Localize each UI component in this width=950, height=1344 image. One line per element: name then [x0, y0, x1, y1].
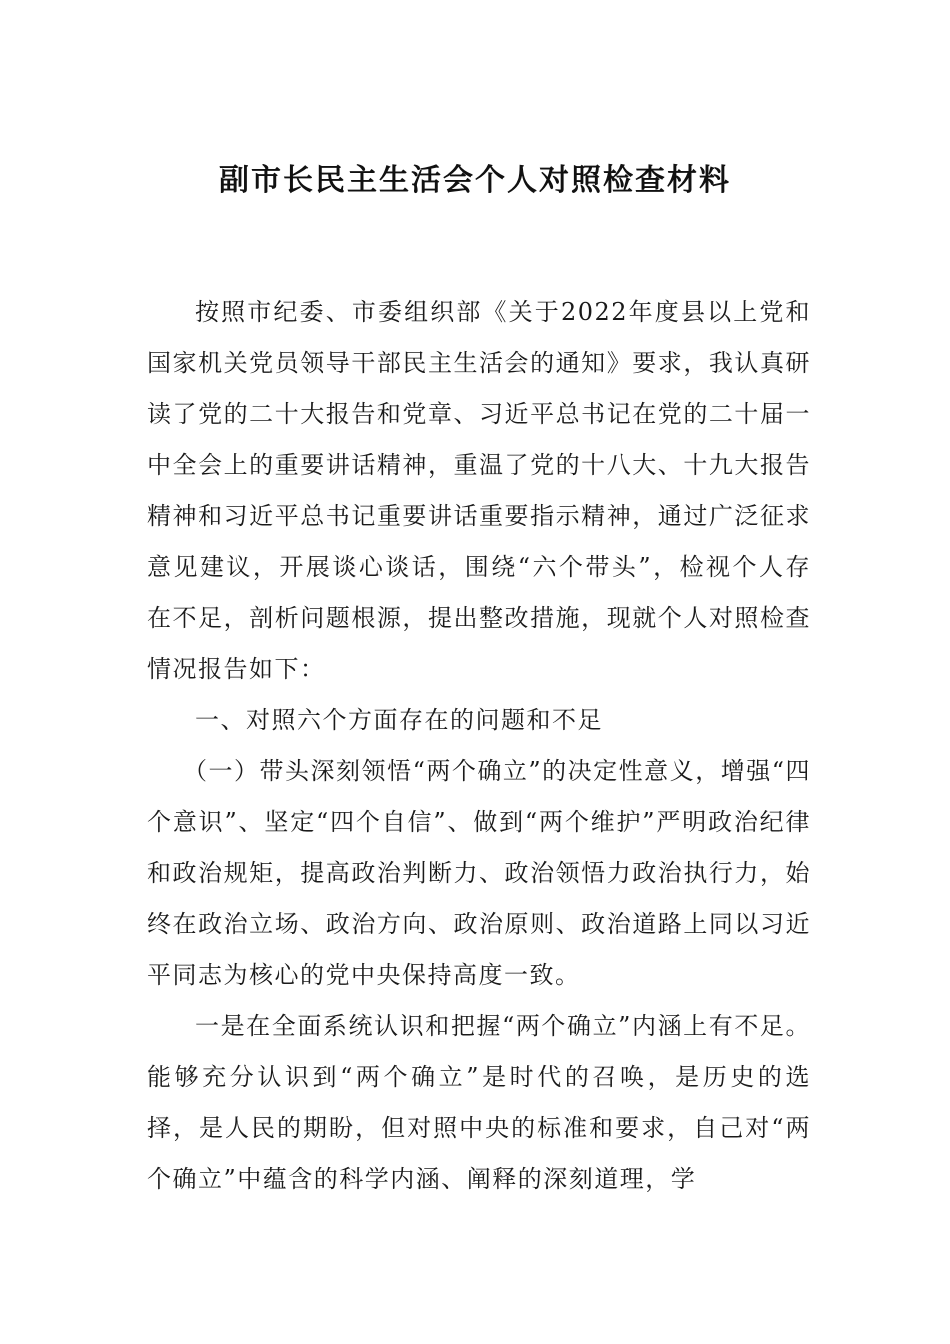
- section-heading: 一、对照六个方面存在的问题和不足: [195, 706, 603, 734]
- subsection-paragraph: （一）带头深刻领悟“两个确立”的决定性意义，增强“四个意识”、坚定“四个自信”、做到“两个维护”严明政治纪律和政治规矩，提高政治判断力、政治领悟力政治执行力，始终在政治立场、政治方向、政治原则、政治道路上同以习近平同志为核心的党中央保持高度一致。: [147, 757, 811, 989]
- intro-paragraph: 按照市纪委、市委组织部《关于2022年度县以上党和国家机关党员领导干部民主生活会的通知》要求，我认真研读了党的二十大报告和党章、习近平总书记在党的二十届一中全会上的重要讲话精神，重温了党的十八大、十九大报告精神和习近平总书记重要讲话重要指示精神，通过广泛征求意见建议，开展谈心谈话，围绕“六个带头”，检视个人存在不足，剖析问题根源，提出整改措施，现就个人对照检查情况报告如下：: [147, 298, 811, 683]
- document-title: 副市长民主生活会个人对照检查材料: [219, 163, 731, 198]
- body-paragraph: 一是在全面系统认识和把握“两个确立”内涵上有不足。能够充分认识到“两个确立”是时代的召唤，是历史的选择，是人民的期盼，但对照中央的标准和要求，自己对“两个确立”中蕴含的科学内涵、阐释的深刻道理，学: [147, 1012, 811, 1193]
- document-body: [147, 287, 811, 1205]
